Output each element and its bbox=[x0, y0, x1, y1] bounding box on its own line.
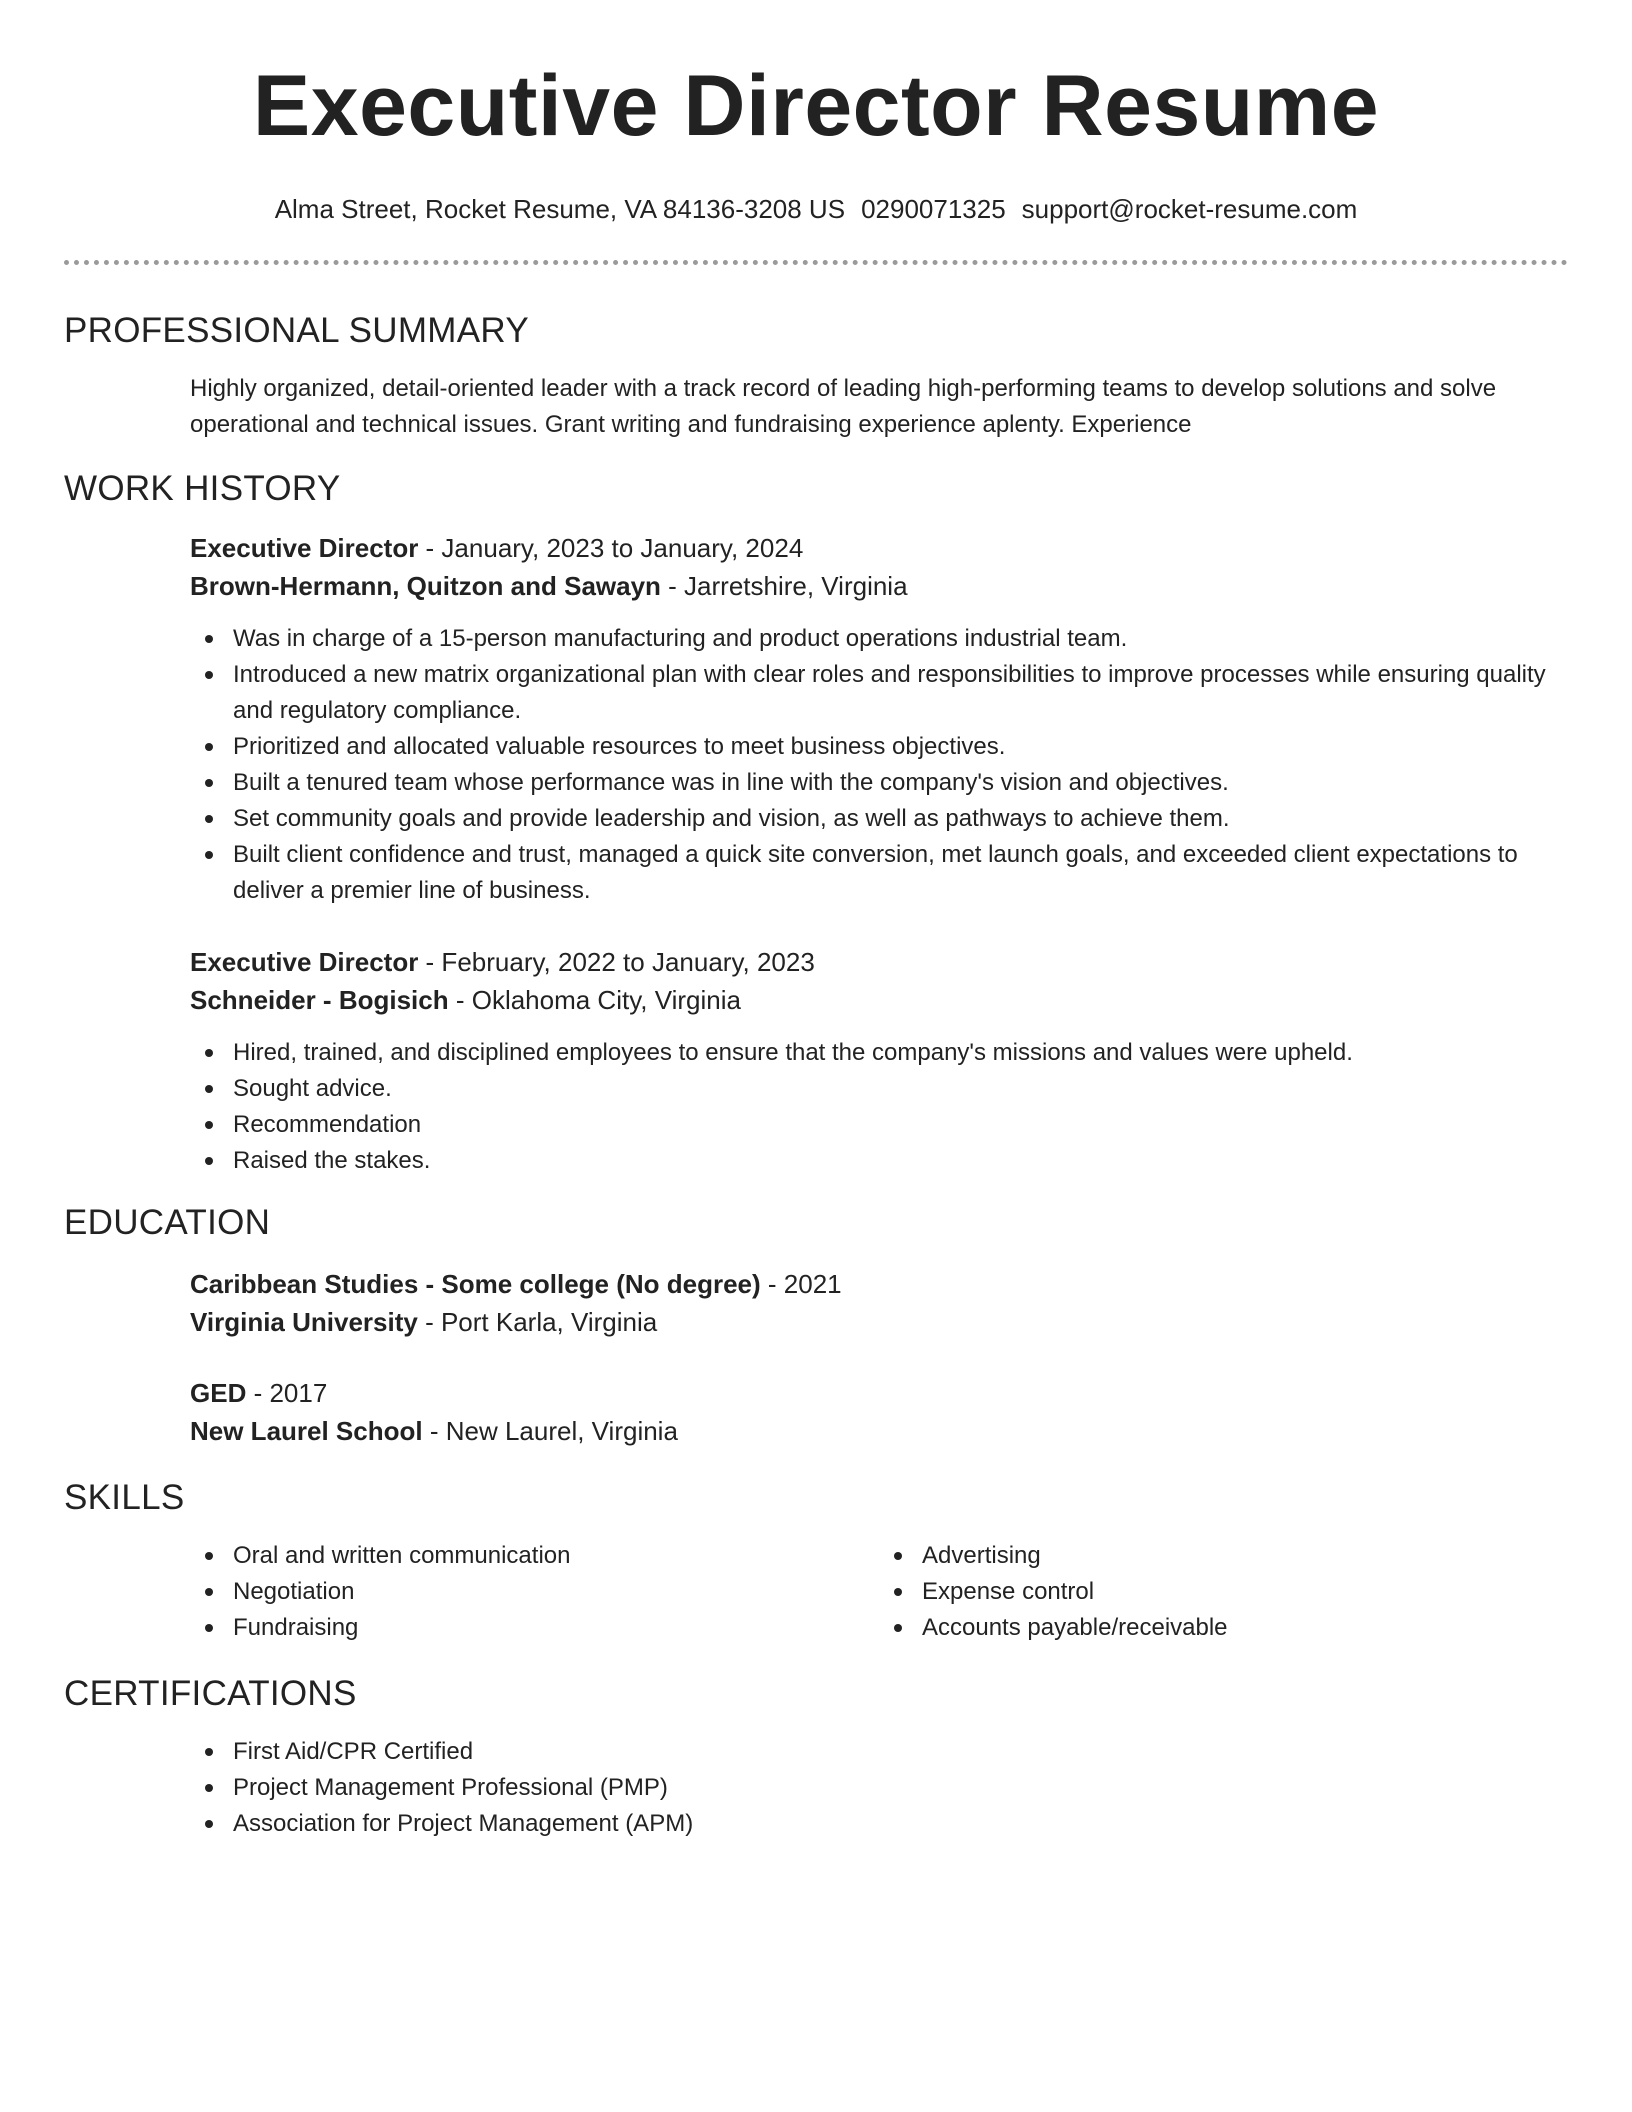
resume-title: Executive Director Resume bbox=[252, 58, 1380, 154]
list-item: Sought advice. bbox=[190, 1071, 1568, 1107]
job-location: - Oklahoma City, Virginia bbox=[448, 985, 741, 1015]
list-item: Project Management Professional (PMP) bbox=[190, 1770, 1568, 1806]
list-item: Fundraising bbox=[190, 1610, 879, 1646]
contact-email: support@rocket-resume.com bbox=[1021, 194, 1358, 224]
list-item: Introduced a new matrix organizational plan with clear roles and responsibilities to improve processes while ensuring quality and regulatory compliance. bbox=[190, 657, 1568, 729]
education-year: - 2017 bbox=[246, 1378, 328, 1408]
summary-text: Highly organized, detail-oriented leader with a track record of leading high-performing teams to develop solutions and solve operational and technical issues. Grant writing and fundraising experience aplenty. Experience bbox=[190, 375, 1497, 438]
education-location: - Port Karla, Virginia bbox=[417, 1307, 658, 1337]
list-item: Accounts payable/receivable bbox=[879, 1610, 1568, 1646]
job-location: - Jarretshire, Virginia bbox=[660, 571, 908, 601]
list-item: Set community goals and provide leadership and vision, as well as pathways to achieve them. bbox=[190, 801, 1568, 837]
skills-column-right bbox=[879, 1538, 1568, 1646]
education-school-line bbox=[190, 1303, 1568, 1341]
job-bullets bbox=[190, 1035, 1568, 1179]
education-degree-line bbox=[190, 1265, 1568, 1303]
job-company-line bbox=[190, 981, 1568, 1019]
contact-phone: 0290071325 bbox=[861, 194, 1006, 224]
job-company-line bbox=[190, 567, 1568, 605]
job-role: Executive Director bbox=[190, 533, 419, 563]
job-entry bbox=[190, 943, 1568, 1179]
list-item: Advertising bbox=[879, 1538, 1568, 1574]
job-company: Brown-Hermann, Quitzon and Sawayn bbox=[190, 571, 661, 601]
job-role-line bbox=[190, 529, 1568, 567]
header-divider bbox=[64, 260, 1568, 265]
skills-grid bbox=[190, 1538, 1568, 1646]
list-item: Built client confidence and trust, managed a quick site conversion, met launch goals, and exceeded client expectations to deliver a premier line of business. bbox=[190, 837, 1568, 909]
education-school: Virginia University bbox=[190, 1307, 418, 1337]
list-item: Hired, trained, and disciplined employees to ensure that the company's missions and values were upheld. bbox=[190, 1035, 1568, 1071]
list-item: Oral and written communication bbox=[190, 1538, 879, 1574]
education-entry bbox=[190, 1265, 1568, 1341]
job-dates: - February, 2022 to January, 2023 bbox=[418, 947, 815, 977]
education-school-line bbox=[190, 1412, 1568, 1450]
list-item: Association for Project Management (APM) bbox=[190, 1806, 1568, 1842]
list-item: Negotiation bbox=[190, 1574, 879, 1610]
education-degree: GED bbox=[190, 1378, 247, 1408]
education-school: New Laurel School bbox=[190, 1416, 423, 1446]
contact-line bbox=[0, 192, 1632, 226]
job-role-line bbox=[190, 943, 1568, 981]
list-item: Raised the stakes. bbox=[190, 1143, 1568, 1179]
education-degree: Caribbean Studies - Some college (No degree) bbox=[190, 1269, 761, 1299]
certifications-list bbox=[190, 1734, 1568, 1842]
contact-address: Alma Street, Rocket Resume, VA 84136-3208 US bbox=[274, 194, 846, 224]
list-item: Built a tenured team whose performance was in line with the company's vision and objectives. bbox=[190, 765, 1568, 801]
certifications-heading: CERTIFICATIONS bbox=[64, 1674, 357, 1713]
job-company: Schneider - Bogisich bbox=[190, 985, 449, 1015]
job-entry bbox=[190, 529, 1568, 909]
list-item: Recommendation bbox=[190, 1107, 1568, 1143]
education-year: - 2021 bbox=[760, 1269, 842, 1299]
list-item: Was in charge of a 15-person manufacturing and product operations industrial team. bbox=[190, 621, 1568, 657]
certifications-list-wrap bbox=[190, 1734, 1568, 1842]
skills-heading: SKILLS bbox=[64, 1478, 185, 1517]
education-location: - New Laurel, Virginia bbox=[422, 1416, 678, 1446]
job-dates: - January, 2023 to January, 2024 bbox=[418, 533, 804, 563]
skills-column-left bbox=[190, 1538, 879, 1646]
job-role: Executive Director bbox=[190, 947, 419, 977]
summary-heading: PROFESSIONAL SUMMARY bbox=[64, 311, 529, 350]
work-history-heading: WORK HISTORY bbox=[64, 469, 341, 508]
list-item: First Aid/CPR Certified bbox=[190, 1734, 1568, 1770]
list-item: Expense control bbox=[879, 1574, 1568, 1610]
job-bullets bbox=[190, 621, 1568, 909]
education-entry bbox=[190, 1374, 1568, 1450]
list-item: Prioritized and allocated valuable resources to meet business objectives. bbox=[190, 729, 1568, 765]
education-heading: EDUCATION bbox=[64, 1203, 271, 1242]
education-degree-line bbox=[190, 1374, 1568, 1412]
